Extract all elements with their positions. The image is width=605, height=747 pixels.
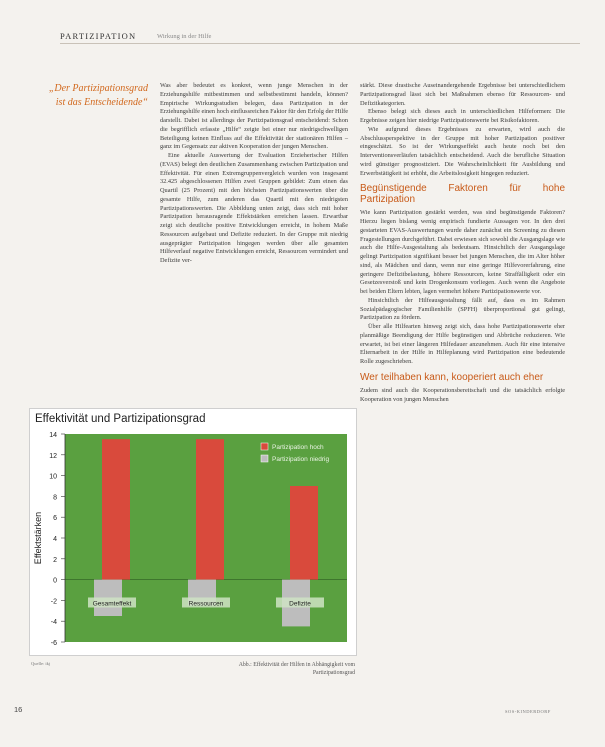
paragraph: Zudem sind auch die Kooperationsbereitschaft und die tatsächlich erfolgte Kooperation von jungen Menschen — [360, 386, 565, 403]
legend-label: Partizipation hoch — [272, 444, 324, 451]
legend-swatch — [261, 455, 268, 462]
text-column-1 — [160, 82, 348, 266]
y-axis-label: Effektstärken — [33, 511, 43, 565]
legend-swatch — [261, 443, 268, 450]
section-title: PARTIZIPATION — [60, 31, 137, 41]
header-rule — [60, 43, 580, 44]
y-tick-label: 10 — [49, 473, 57, 481]
paragraph: Eine aktuelle Auswertung der Evaluation Erzieherischer Hilfen (EVAS) belegt den deutlichen Zusammenhang zwischen Partizipation und Effektivität. Für einen Extremgruppenvergleich wurden von insgesamt 32.425 abgeschlossenen Hilfen zwei Gruppen gebildet: Zum einen das Quartil (25 Prozent) mit den höchsten Partizipationswerten über die gesamte Hilfe, zum anderen das Quartil mit den niedrigsten Partizipationswerten. Die Abbildung unten zeigt, dass sich mit hoher Partizipation herausragende Effektstärken erreichen lassen. Erwartbar zeigt sich deutliche positive Entwicklungen erreicht, in hohem Maße Ressourcen aufgebaut und Defizite reduziert. In der Gruppe mit niedrig ausgeprägter Partizipation hingegen werden über alle gesamten Hilfeverlauf negative Entwicklungen erreicht, Ressourcen vermindert und Defizite ver- — [160, 152, 348, 264]
bar-partizipation-hoch — [196, 439, 224, 579]
y-tick-label: 12 — [49, 452, 57, 460]
paragraph: Ebenso belegt sich dieses auch in unterschiedlichen Hilfeformen: Die Ergebnisse zeigen hier niedrige Partizipationswerte bei Risikofaktoren. — [360, 108, 565, 124]
paragraph: Was aber bedeutet es konkret, wenn junge Menschen in der Erziehungshilfe mitbestimmen und selbstbestimmt handeln, können? Empirische Wirkungsstudien belegen, dass Partizipation in der Erziehungshilfe einen hoch einflussreichen Faktor für den Erfolg der Hilfe darstellt. Dabei ist allerdings der Partizipationsgrad entscheidend: Schon die begrifflich erfasste „Hilfe“ zeigte bei einer nur niedrigschwelligen Beteiligung keinen Einfluss auf die Effektivität der stationären Hilfen – ganz im Gegensatz zur aktiven Kooperation der jungen Menschen. — [160, 82, 348, 151]
paragraph: Wie aufgrund dieses Ergebnisses zu erwarten, wird auch die Abschlussperspektive in der Gruppe mit hoher Partizipation positiver eingeschätzt. So ist der Wirkungseffekt auch heute noch bei den Interventionsverläufen tatsächlich entscheidend. Auch die berufliche Situation wird günstiger prognostiziert. Die Wahrscheinlichkeit für Ausbildung und Erwerbstätigkeit ist erhöht, die Arbeitslosigkeit hingegen reduziert. — [360, 125, 565, 177]
paragraph: stärkt. Diese drastische Auseinandergehende Ergebnisse bei unterschiedlichem Partizipationsgrad lässt sich bei Maßnahmen ebenso für Ressourcen- und Defizitkategorien. — [360, 82, 565, 107]
paragraph: Über alle Hilfearten hinweg zeigt sich, dass hohe Partizipationswerte eher planmäßige Beendigung der Hilfe begünstigen und Abbrüche reduzieren. Wie erwartet, ist bei einer längeren Hilfedauer anzunehmen. Auch für eine intensive Elternarbeit in der Hilfe in Hilfeplanung wird Partizipation eine bedeutende Rolle zugeschrieben. — [360, 323, 565, 365]
subheading-factors: Begünstigende Faktoren für hohe Partizipation — [360, 183, 565, 206]
bar-chart — [29, 428, 355, 654]
page-header — [60, 29, 580, 45]
section-subtitle: Wirkung in der Hilfe — [157, 33, 212, 40]
bar-partizipation-hoch — [102, 439, 130, 579]
bar-partizipation-hoch — [290, 486, 318, 580]
chart-source: Quelle: ikj — [31, 661, 51, 666]
y-tick-label: 0 — [53, 577, 57, 585]
page-number: 16 — [14, 705, 23, 714]
y-tick-label: 6 — [53, 515, 57, 523]
y-tick-label: 4 — [53, 536, 57, 543]
category-label: Defizite — [289, 600, 311, 608]
y-tick-label: -4 — [50, 619, 57, 627]
pull-quote: „Der Partizipationsgrad ist das Entscheidende“ — [48, 83, 148, 108]
chart-caption: Abb.: Effektivität der Hilfen in Abhängigkeit vom Partizipationsgrad — [238, 662, 355, 676]
y-tick-label: 8 — [53, 494, 57, 502]
legend-label: Partizipation niedrig — [272, 456, 330, 463]
y-tick-label: 2 — [53, 556, 57, 564]
paragraph: Hinsichtlich der Hilfeausgestaltung fällt auf, dass es im Rahmen Sozialpädagogischer Familienhilfe (SPFH) überproportional gut gelingt, Partizipation zu fördern. — [360, 296, 565, 322]
footer-publication: SOS-KINDERDORF — [505, 709, 551, 714]
chart-title: Effektivität und Partizipationsgrad — [35, 413, 206, 425]
category-label: Gesamteffekt — [92, 600, 132, 608]
text-column-2 — [360, 82, 565, 404]
y-tick-label: 14 — [49, 432, 57, 439]
category-label: Ressourcen — [188, 600, 224, 608]
y-tick-label: -6 — [50, 640, 57, 647]
paragraph: Wie kann Partizipation gestärkt werden, was sind begünstigende Faktoren? Hierzu liegen bislang wenig empirisch fundierte Aussagen vor. In den drei gestarteten EVAS-Auswertungen wurde daher zunächst ein Screening zu diesen Fragestellungen durchgeführt. Dabei erwiesen sich sowohl die Ausgangslage wie auch die Hilfe-Ausgestaltung als bedeutsam. Hinsichtlich der Ausgangslage gelingt Partizipation signifikant besser bei jungen Menschen, die im Alter höher sind, als Mädchen und dann, wenn nur eine geringe Hilfevorerfahrung, eine geringere Defizitbelastung, höhere Ressourcen, keine Straffälligkeit oder ein Gesetzesverstoß und kein Drogenkonsum vorliegen. Auch wenn die Angebote bei beiden Eltern lebten, lagen vermehrt höhere Partizipationswerte vor. — [360, 209, 565, 295]
subheading-cooperation: Wer teilhaben kann, kooperiert auch eher — [360, 371, 544, 383]
y-tick-label: -2 — [50, 598, 57, 606]
